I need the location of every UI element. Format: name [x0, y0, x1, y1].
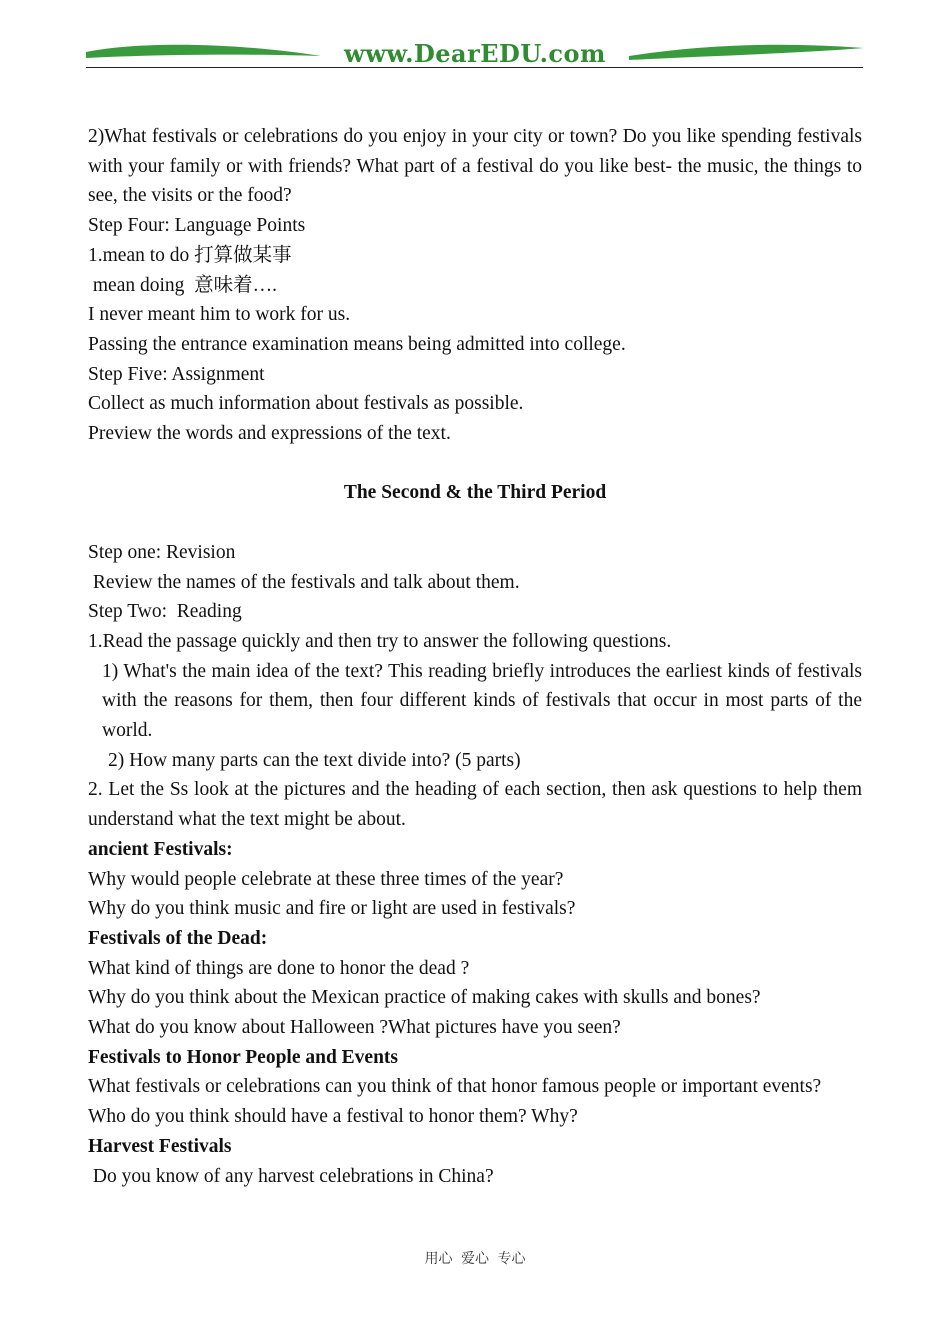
step-one-heading: Step one: Revision — [88, 541, 236, 563]
period-title: The Second & the Third Period — [343, 482, 607, 504]
reading-question-1: 1) What's the main idea of the text? This reading briefly introduces the earliest kinds of festivals with the reasons for them, then four different kinds of festivals that occur in most parts of the world. — [102, 660, 862, 742]
question-2: 2)What festivals or celebrations do you enjoy in your city or town? Do you like spending festivals with your family or with friends? What part of a festival do you like best- the music, the things to see, the visits or the food? — [88, 126, 862, 207]
dead-question-1: What kind of things are done to honor the dead ? — [88, 957, 470, 979]
honor-question-1: What festivals or celebrations can you think of that honor famous people or important events? — [88, 1076, 822, 1098]
reading-task-2: 2. Let the Ss look at the pictures and the heading of each section, then ask questions to help them understand what the text might be about. — [88, 779, 862, 831]
step-four-heading: Step Four: Language Points — [88, 215, 306, 237]
step-two-heading: Step Two: Reading — [88, 601, 242, 623]
reading-task-1: 1.Read the passage quickly and then try to answer the following questions. — [88, 630, 672, 652]
assignment-1: Collect as much information about festivals as possible. — [88, 393, 524, 415]
site-logo-text: www.DearEDU.com — [86, 40, 864, 68]
ancient-question-1: Why would people celebrate at these three times of the year? — [88, 868, 564, 890]
step-five-heading: Step Five: Assignment — [88, 363, 265, 385]
spacer — [88, 508, 862, 538]
reading-question-2: 2) How many parts can the text divide into? (5 parts) — [108, 749, 521, 771]
spacer — [88, 449, 862, 479]
example-sentence-1: I never meant him to work for us. — [88, 304, 351, 326]
section-heading-harvest: Harvest Festivals — [88, 1135, 232, 1157]
assignment-2: Preview the words and expressions of the text. — [88, 423, 451, 445]
language-point-1: 1.mean to do 打算做某事 — [88, 244, 292, 266]
section-heading-honor: Festivals to Honor People and Events — [88, 1046, 399, 1068]
revision-task: Review the names of the festivals and talk about them. — [88, 571, 520, 593]
honor-question-2: Who do you think should have a festival to honor them? Why? — [88, 1106, 578, 1128]
dead-question-2: Why do you think about the Mexican practice of making cakes with skulls and bones? — [88, 987, 761, 1009]
dead-question-3: What do you know about Halloween ?What pictures have you seen? — [88, 1017, 621, 1039]
example-sentence-2: Passing the entrance examination means being admitted into college. — [88, 333, 626, 355]
language-point-2: mean doing 意味着…. — [88, 274, 278, 296]
ancient-question-2: Why do you think music and fire or light are used in festivals? — [88, 898, 576, 920]
document-body — [88, 122, 862, 1191]
header-rule — [86, 67, 863, 68]
page-footer: 用心 爱心 专心 — [424, 1251, 526, 1267]
harvest-question-1: Do you know of any harvest celebrations in China? — [88, 1165, 494, 1187]
section-heading-dead: Festivals of the Dead: — [88, 927, 268, 949]
section-heading-ancient: ancient Festivals: — [88, 838, 233, 860]
site-header — [86, 38, 864, 70]
